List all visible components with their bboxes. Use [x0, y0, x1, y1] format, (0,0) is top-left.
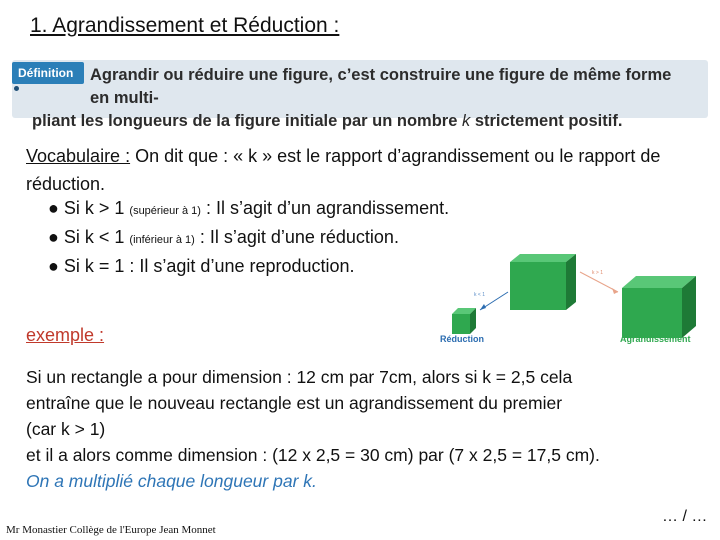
svg-text:k < 1: k < 1 [474, 292, 485, 298]
bullet-2-main: ● Si k < 1 [48, 227, 130, 247]
footer-continuation: … / … [662, 508, 708, 525]
bullet-1-note: (supérieur à 1) [129, 205, 201, 217]
definition-bullet-icon [14, 86, 19, 91]
definition-line-2 [32, 110, 688, 133]
definition-text [32, 64, 688, 133]
vocabulary-text: On dit que : « k » est le rapport d’agrandissement ou le rapport de réduction. [26, 146, 661, 194]
example-line: et il a alors comme dimension : (12 x 2,5 = 30 cm) par (7 x 2,5 = 17,5 cm). [26, 445, 600, 465]
bullet-2-note: (inférieur à 1) [129, 234, 195, 246]
definition-tag: Définition [12, 62, 84, 84]
example-line: Si un rectangle a pour dimension : 12 cm par 7cm, alors si k = 2,5 cela [26, 367, 573, 387]
example-line: (car k > 1) [26, 419, 106, 439]
bullet-1-rest: : Il s’agit d’un agrandissement. [200, 198, 450, 218]
bullet-3-main: ● Si k = 1 : Il s’agit d’une reproduction. [48, 256, 355, 276]
label-reduction: Réduction [440, 334, 484, 344]
example-label: exemple : [26, 325, 105, 345]
definition-line-2-end: strictement positif. [470, 112, 623, 130]
definition-k: k [461, 112, 471, 130]
example-line: entraîne que le nouveau rectangle est un agrandissement du premier [26, 393, 563, 413]
example-paragraph [26, 364, 706, 494]
cube-illustration [430, 250, 715, 350]
definition-line-2-start: pliant les longueurs de la figure initiale par un nombre [32, 112, 462, 130]
bullet-2-rest: : Il s’agit d’une réduction. [194, 227, 399, 247]
label-agrandissement: Agrandissement [620, 334, 691, 344]
large-cube-icon [622, 276, 696, 338]
bullet-reproduction [48, 256, 355, 277]
vocabulary-label: Vocabulaire : [26, 146, 131, 166]
section-title: 1. Agrandissement et Réduction : [30, 14, 340, 37]
bullet-reduction [48, 227, 399, 248]
vocabulary-paragraph [18, 142, 698, 198]
definition-line-1: Agrandir ou réduire une figure, c’est construire une figure de même forme en multi- [90, 66, 672, 107]
example-conclusion: On a multiplié chaque longueur par k. [26, 471, 317, 491]
small-cube-icon [452, 308, 476, 334]
svg-text:k > 1: k > 1 [592, 270, 603, 276]
vocabulary-intro [18, 142, 698, 198]
bullet-1-main: ● Si k > 1 [48, 198, 130, 218]
footer-author: Mr Monastier Collège de l'Europe Jean Monnet [6, 524, 216, 536]
original-cube-icon [510, 254, 576, 310]
bullet-agrandissement [48, 198, 449, 219]
